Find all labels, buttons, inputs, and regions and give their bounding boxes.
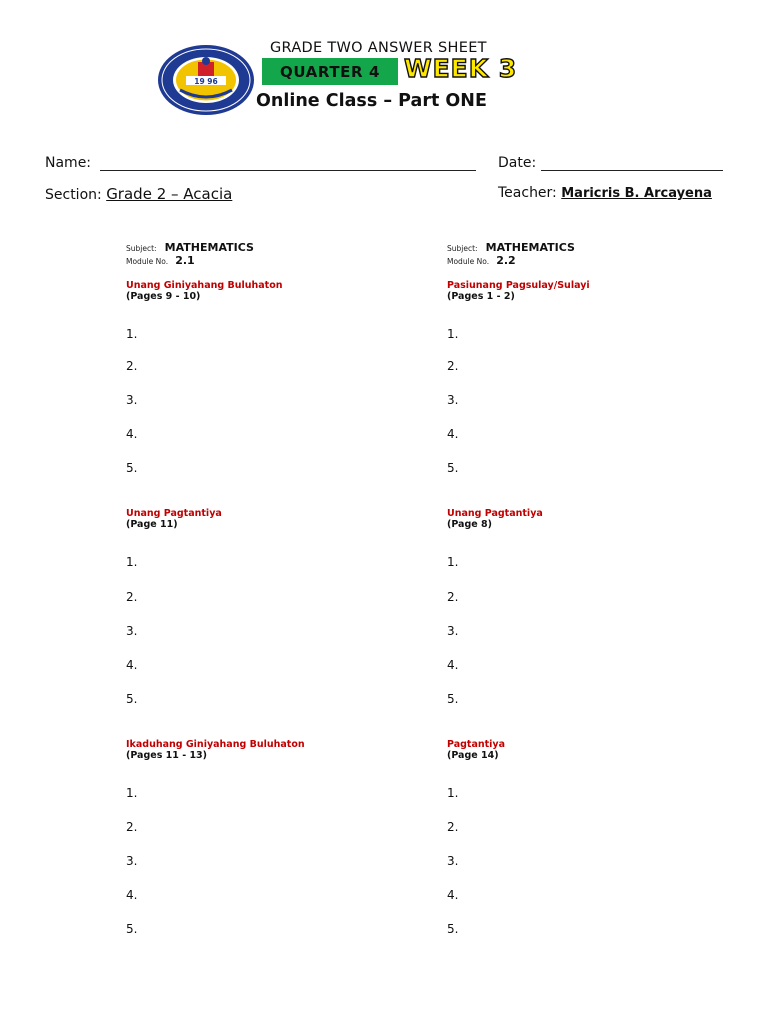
activity-title: Unang Giniyahang Buluhaton bbox=[126, 280, 283, 291]
answer-item: 3. bbox=[126, 393, 138, 407]
date-field-line[interactable] bbox=[541, 170, 723, 171]
answer-item: 5. bbox=[447, 692, 459, 706]
answer-item: 3. bbox=[447, 624, 459, 638]
module-label: Module No. bbox=[126, 257, 169, 266]
answer-item: 4. bbox=[447, 427, 459, 441]
section-row bbox=[45, 185, 232, 203]
answer-item: 4. bbox=[126, 888, 138, 902]
answer-item: 5. bbox=[126, 922, 138, 936]
class-subtitle: Online Class – Part ONE bbox=[256, 91, 487, 111]
activity-title: Pagtantiya bbox=[447, 739, 506, 750]
teacher-label: Teacher: bbox=[498, 185, 557, 201]
quarter-badge: QUARTER 4 bbox=[262, 58, 398, 85]
module-number: 2.2 bbox=[496, 254, 516, 267]
answer-item: 1. bbox=[447, 786, 459, 800]
answer-item: 1. bbox=[126, 555, 138, 569]
answer-item: 5. bbox=[126, 692, 138, 706]
week-label: WEEK 3 bbox=[404, 54, 518, 83]
subject-label: Subject: bbox=[126, 244, 157, 253]
answer-sheet-title: GRADE TWO ANSWER SHEET bbox=[270, 40, 487, 56]
activity-pages: (Page 8) bbox=[447, 519, 492, 530]
section-value: Grade 2 – Acacia bbox=[106, 185, 233, 203]
activity-pages: (Pages 1 - 2) bbox=[447, 291, 515, 302]
answer-item: 4. bbox=[447, 888, 459, 902]
answer-item: 3. bbox=[447, 854, 459, 868]
teacher-value: Maricris B. Arcayena bbox=[561, 186, 712, 201]
answer-item: 4. bbox=[126, 658, 138, 672]
subject-name: MATHEMATICS bbox=[164, 241, 254, 254]
activity-title: Unang Pagtantiya bbox=[126, 508, 222, 519]
subject-name: MATHEMATICS bbox=[485, 241, 575, 254]
answer-item: 2. bbox=[447, 820, 459, 834]
module-row-left bbox=[126, 249, 195, 268]
teacher-row bbox=[498, 185, 712, 201]
module-row-right bbox=[447, 249, 516, 268]
answer-item: 4. bbox=[447, 658, 459, 672]
name-field-line[interactable] bbox=[100, 170, 476, 171]
name-label: Name: bbox=[45, 155, 92, 171]
activity-pages: (Page 14) bbox=[447, 750, 499, 761]
module-label: Module No. bbox=[447, 257, 490, 266]
answer-item: 2. bbox=[447, 359, 459, 373]
answer-item: 1. bbox=[447, 555, 459, 569]
activity-pages: (Pages 9 - 10) bbox=[126, 291, 201, 302]
answer-item: 2. bbox=[126, 590, 138, 604]
school-seal-logo bbox=[156, 44, 256, 116]
activity-title: Unang Pagtantiya bbox=[447, 508, 543, 519]
module-number: 2.1 bbox=[175, 254, 195, 267]
answer-item: 5. bbox=[447, 922, 459, 936]
answer-item: 4. bbox=[126, 427, 138, 441]
answer-item: 1. bbox=[447, 327, 459, 341]
section-label: Section: bbox=[45, 187, 102, 203]
activity-pages: (Page 11) bbox=[126, 519, 178, 530]
answer-item: 3. bbox=[126, 854, 138, 868]
activity-title: Pasiunang Pagsulay/Sulayi bbox=[447, 280, 590, 291]
svg-text:19 96: 19 96 bbox=[194, 77, 218, 86]
date-label: Date: bbox=[498, 155, 537, 171]
answer-item: 2. bbox=[447, 590, 459, 604]
activity-pages: (Pages 11 - 13) bbox=[126, 750, 208, 761]
answer-item: 2. bbox=[126, 820, 138, 834]
answer-item: 2. bbox=[126, 359, 138, 373]
subject-label: Subject: bbox=[447, 244, 478, 253]
answer-item: 3. bbox=[126, 624, 138, 638]
activity-title: Ikaduhang Giniyahang Buluhaton bbox=[126, 739, 305, 750]
answer-item: 3. bbox=[447, 393, 459, 407]
answer-item: 1. bbox=[126, 327, 138, 341]
answer-item: 1. bbox=[126, 786, 138, 800]
answer-item: 5. bbox=[447, 461, 459, 475]
answer-item: 5. bbox=[126, 461, 138, 475]
